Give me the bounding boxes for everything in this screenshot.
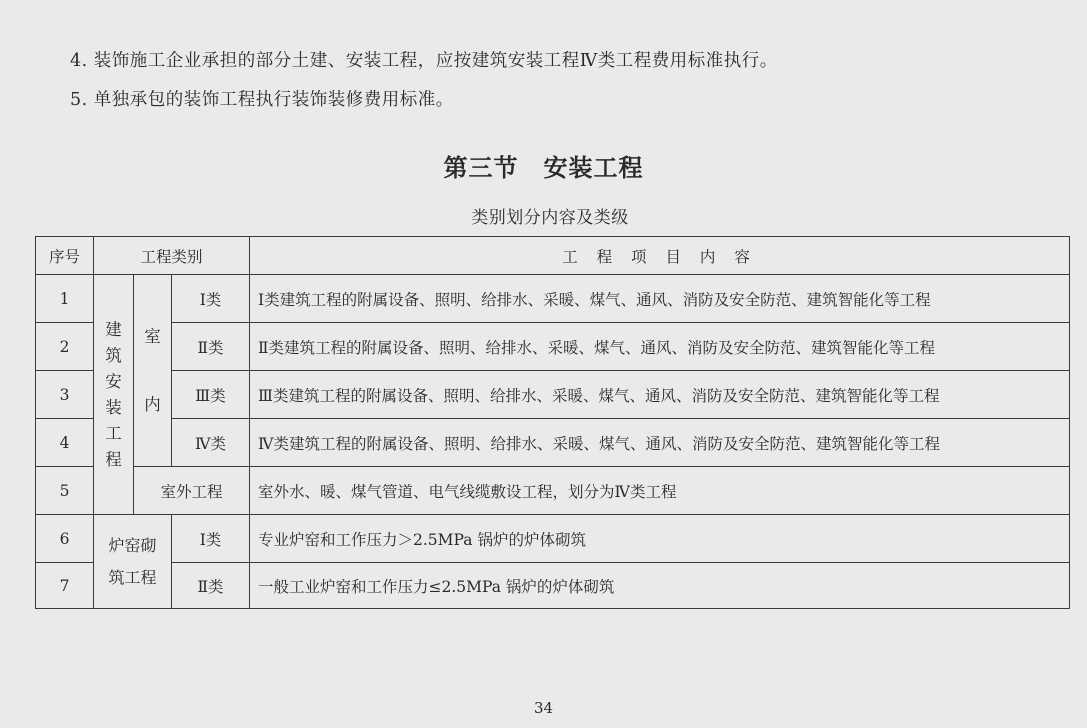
row-seq: 4 xyxy=(36,419,94,467)
header-seq: 序号 xyxy=(36,237,94,275)
note-5: 5. 单独承包的装饰工程执行装饰装修费用标准。 xyxy=(70,90,454,110)
row-class: Ⅱ类 xyxy=(172,323,250,371)
table-row xyxy=(36,467,1070,515)
row-seq: 3 xyxy=(36,371,94,419)
row-class: Ⅳ类 xyxy=(172,419,250,467)
page-number: 34 xyxy=(533,699,554,717)
table-row xyxy=(36,323,1070,371)
classification-table xyxy=(35,236,1070,609)
row-content: Ⅲ类建筑工程的附属设备、照明、给排水、采暖、煤气、通风、消防及安全防范、建筑智能化等工程 xyxy=(250,371,1070,419)
header-content: 工 程 项 目 内 容 xyxy=(250,237,1070,275)
row-content: 一般工业炉窑和工作压力≤2.5MPa 锅炉的炉体砌筑 xyxy=(250,563,1070,609)
group-kiln-masonry: 炉窑砌 筑工程 xyxy=(94,515,172,609)
row-content: Ⅰ类建筑工程的附属设备、照明、给排水、采暖、煤气、通风、消防及安全防范、建筑智能化等工程 xyxy=(250,275,1070,323)
row-class: Ⅱ类 xyxy=(172,563,250,609)
table-header-row xyxy=(36,237,1070,275)
row-class: Ⅲ类 xyxy=(172,371,250,419)
row-content: 室外水、暖、煤气管道、电气线缆敷设工程，划分为Ⅳ类工程 xyxy=(250,467,1070,515)
row-seq: 7 xyxy=(36,563,94,609)
table-row xyxy=(36,419,1070,467)
group-building-install: 建 筑 安 装 工 程 xyxy=(94,275,134,515)
table-row xyxy=(36,371,1070,419)
row-seq: 1 xyxy=(36,275,94,323)
table-row xyxy=(36,515,1070,563)
row-class: Ⅰ类 xyxy=(172,515,250,563)
table-row xyxy=(36,563,1070,609)
row-content: 专业炉窑和工作压力＞2.5MPa 锅炉的炉体砌筑 xyxy=(250,515,1070,563)
table-caption: 类别划分内容及类级 xyxy=(471,208,629,228)
row-content: Ⅱ类建筑工程的附属设备、照明、给排水、采暖、煤气、通风、消防及安全防范、建筑智能化等工程 xyxy=(250,323,1070,371)
row-seq: 5 xyxy=(36,467,94,515)
row-class: Ⅰ类 xyxy=(172,275,250,323)
row-seq: 2 xyxy=(36,323,94,371)
row-class: 室外工程 xyxy=(134,467,250,515)
header-category: 工程类别 xyxy=(94,237,250,275)
row-seq: 6 xyxy=(36,515,94,563)
section-title: 第三节 安装工程 xyxy=(443,153,644,182)
note-4: 4. 装饰施工企业承担的部分土建、安装工程，应按建筑安装工程Ⅳ类工程费用标准执行。 xyxy=(70,51,778,71)
group-indoor: 室 内 xyxy=(134,275,172,467)
row-content: Ⅳ类建筑工程的附属设备、照明、给排水、采暖、煤气、通风、消防及安全防范、建筑智能化等工程 xyxy=(250,419,1070,467)
table-row xyxy=(36,275,1070,323)
